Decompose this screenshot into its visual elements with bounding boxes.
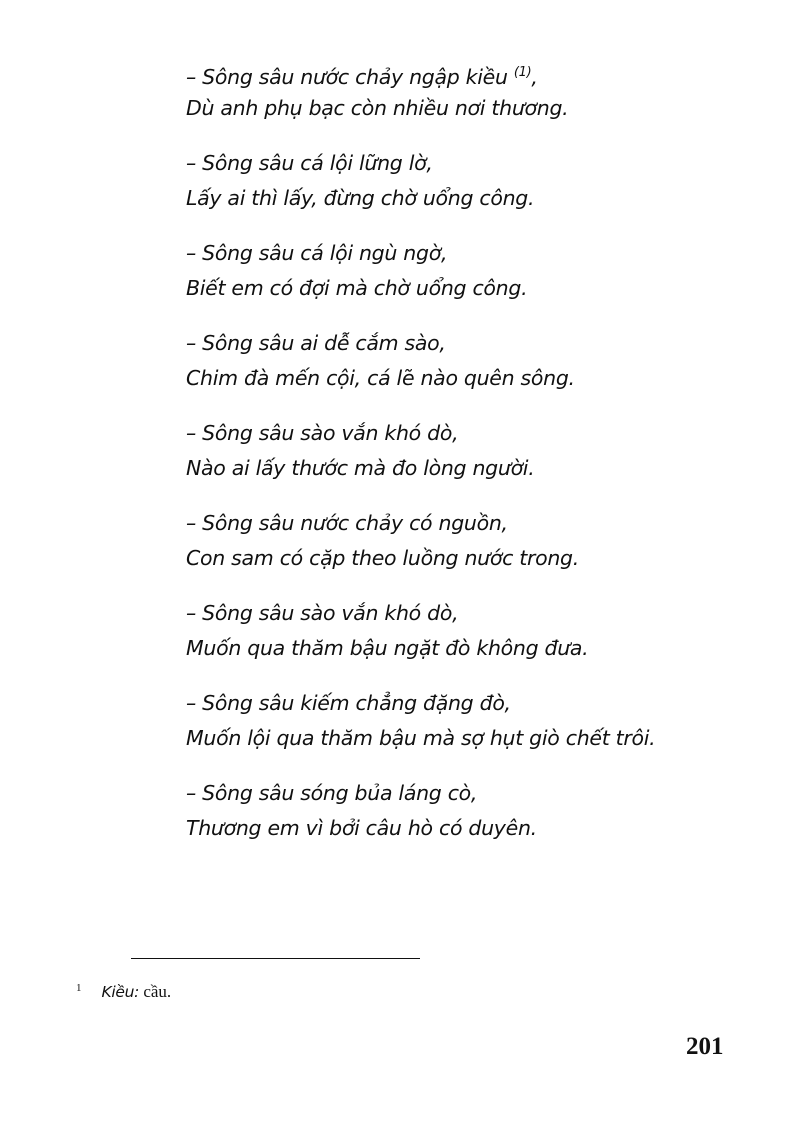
verse-line: – Sông sâu kiếm chẳng đặng đò, <box>186 691 511 715</box>
verse-line: Muốn qua thăm bậu ngặt đò không đưa. <box>186 635 589 660</box>
stanza-8 <box>186 686 746 755</box>
verse-line: – Sông sâu sào vắn khó dò, <box>186 601 459 625</box>
verse-line: Chim đà mến cội, cá lẽ nào quên sông. <box>186 365 575 390</box>
verse-line: Nào ai lấy thước mà đo lòng người. <box>186 455 535 480</box>
verse-line: – Sông sâu nước chảy có nguồn, <box>186 511 508 535</box>
verse-line: – Sông sâu sào vắn khó dò, <box>186 421 459 445</box>
verse-line: – Sông sâu cá lội lững lờ, <box>186 151 433 175</box>
footnote-reference-suffix: , <box>531 65 538 89</box>
verse-line: Dù anh phụ bạc còn nhiều nơi thương. <box>186 95 569 120</box>
footnote-definition: cầu. <box>139 982 172 1001</box>
stanza-9 <box>186 776 746 845</box>
footnote <box>76 982 171 1002</box>
verse-line: – Sông sâu cá lội ngù ngờ, <box>186 241 448 265</box>
verse-line: Lấy ai thì lấy, đừng chờ uổng công. <box>186 185 535 210</box>
verse-line: Thương em vì bởi câu hò có duyên. <box>186 815 537 840</box>
stanza-1 <box>186 56 746 125</box>
stanza-5 <box>186 416 746 485</box>
stanza-4 <box>186 326 746 395</box>
verse-line: Con sam có cặp theo luồng nước trong. <box>186 545 579 570</box>
poem-body <box>186 56 746 866</box>
footnote-marker: 1 <box>76 982 82 994</box>
stanza-2 <box>186 146 746 215</box>
footnote-term: Kiều: <box>101 983 140 1001</box>
verse-line: Biết em có đợi mà chờ uổng công. <box>186 275 528 300</box>
verse-line: – Sông sâu sóng bủa láng cò, <box>186 781 478 805</box>
verse-text: – Sông sâu nước chảy ngập kiều <box>186 65 508 89</box>
verse-line <box>186 56 746 91</box>
stanza-7 <box>186 596 746 665</box>
footnote-reference: (1) <box>513 65 532 80</box>
verse-line: – Sông sâu ai dễ cắm sào, <box>186 331 446 355</box>
stanza-6 <box>186 506 746 575</box>
footnote-divider <box>131 958 420 959</box>
page-number: 201 <box>686 1033 724 1060</box>
stanza-3 <box>186 236 746 305</box>
verse-line: Muốn lội qua thăm bậu mà sợ hụt giò chết trôi. <box>186 725 656 750</box>
